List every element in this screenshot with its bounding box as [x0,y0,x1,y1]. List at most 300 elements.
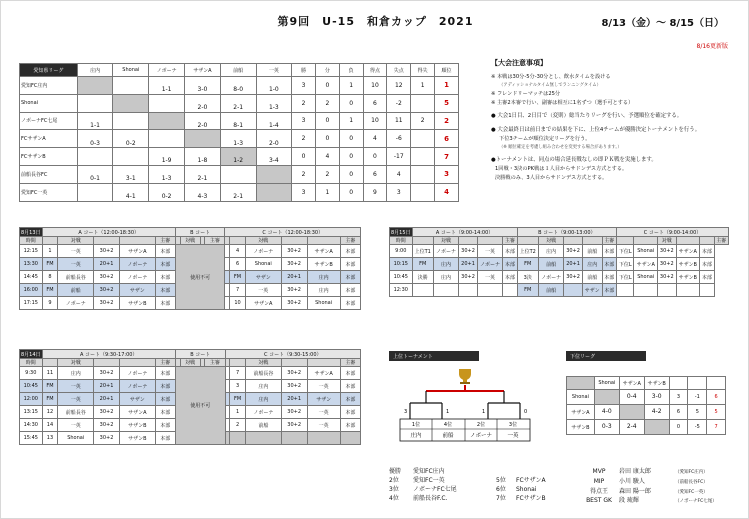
col-header: 主審 [205,237,225,245]
match-cell: 8 [42,271,58,284]
match-cell: 30+2 [281,284,307,297]
match-cell: 前船 [582,245,602,258]
stat-value: 4 [363,130,387,148]
match-cell: 30+2 [459,271,478,284]
match-cell: 一英 [307,380,340,393]
match-cell [459,284,478,297]
update-note: 8/16更新版 [696,43,728,50]
rank-label: 3位 [389,486,399,493]
col-header: 対戦 [58,237,94,245]
award-team: （愛知FC庄内） [675,470,708,475]
match-result: 3-1 [113,165,149,183]
stat-value: -17 [387,148,411,166]
col-header [120,237,156,245]
col-header [634,237,658,245]
note-line: 決勝戦のみ、3人目からサドンデス方式とする。 [495,175,608,181]
match-result [77,77,113,95]
schedule-row [390,271,729,284]
rank-team: 前船長谷F.C. [413,495,448,502]
schedule-row [20,367,361,380]
match-cell: 本部 [155,432,175,445]
bracket-score: 3 [404,409,408,415]
match-result: 0-3 [77,130,113,148]
rank-team: Shonai [516,486,537,493]
match-cell: 30+2 [94,367,120,380]
match-result: 2-4 [619,420,644,435]
match-cell: FM [42,380,58,393]
match-result: 2-0 [256,130,292,148]
match-cell: サザンA [245,297,281,310]
match-cell: サザン [120,284,156,297]
rank-label: 6位 [496,486,506,493]
award-player: 岩田 康太郎 [619,468,651,475]
match-cell: 一英 [58,245,94,258]
match-cell: FM [412,258,433,271]
match-result: 1-9 [149,148,185,166]
rank-value: 5 [435,94,459,112]
stat-value: 11 [387,112,411,130]
standings-row [20,183,459,201]
col-header: 対戦 [245,359,281,367]
match-result: 1-1 [77,112,113,130]
bracket-score: 0 [524,409,528,415]
lower-col [669,377,688,390]
lower-col: サザンB [644,377,669,390]
match-cell: 30+2 [658,271,677,284]
match-cell: 30+2 [281,258,307,271]
match-cell: ノボーナ [58,297,94,310]
stat-value [411,183,435,201]
match-cell: 13 [42,432,58,445]
col-header: 対戦 [180,237,200,245]
stat-value: 10 [363,77,387,95]
match-cell: 本部 [155,393,175,406]
match-cell: FM [517,284,538,297]
stat-value: 9 [363,183,387,201]
col-header [281,237,307,245]
stat-value: 2 [292,94,316,112]
col-stat: 負 [339,64,363,77]
col-header [582,237,602,245]
award-title: MIP [593,477,605,485]
match-cell: 11 [42,367,58,380]
match-cell: 一英 [58,380,94,393]
stat-value: -6 [387,130,411,148]
match-cell: 本部 [340,393,360,406]
match-cell: 本部 [503,271,517,284]
match-cell: 2 [230,419,246,432]
match-cell: 30+2 [281,406,307,419]
match-cell [307,432,340,445]
note-line: （※ 順位確定を考慮し組み合わせを変更する場合があります。） [499,144,622,150]
match-cell [564,284,583,297]
team-name: 前船長谷FC [20,165,78,183]
bracket-team: ノボーナ [469,433,493,439]
lower-row [567,390,726,405]
match-cell: 庄内 [58,367,94,380]
stat-value: 3 [292,77,316,95]
match-result [149,130,185,148]
match-cell: ノボーナ [120,258,156,271]
col-header [517,237,538,245]
match-cell: ノボーナ [433,245,458,258]
notes-heading: 【大会注意事項】 [491,59,547,67]
match-result: 2-0 [185,112,221,130]
match-cell: 9 [42,297,58,310]
stat-value: -5 [688,420,707,435]
standings-table [19,63,459,202]
stat-value: 2 [292,130,316,148]
match-cell: 一英 [307,419,340,432]
match-result: 4-3 [185,183,221,201]
match-cell: 本部 [155,245,175,258]
match-result: 0-1 [77,165,113,183]
bracket-team: 一英 [507,433,519,439]
match-result: 1-3 [256,94,292,112]
award-row [579,477,739,487]
match-cell: 一英 [477,245,502,258]
standings-corner: 愛知県リーグ [20,64,78,77]
match-cell: 14:30 [20,419,43,432]
col-team: ノボーナ [149,64,185,77]
page-title: 第9回 U-15 和倉カップ 2021 [277,15,474,28]
match-result: 2-0 [185,94,221,112]
match-result [256,183,292,201]
match-cell [477,284,502,297]
match-cell: FM [230,393,246,406]
stat-value: 6 [707,390,726,405]
match-result: 4-1 [113,183,149,201]
col-header: 時間 [390,237,413,245]
match-cell: サザンA [120,406,156,419]
col-header [94,359,120,367]
day-date: 8月13日 [21,229,41,236]
match-cell: 30+2 [94,284,120,297]
match-cell: 20+1 [281,271,307,284]
match-cell: 1 [42,245,58,258]
schedule-header [20,350,361,359]
col-header [564,237,583,245]
match-result [113,94,149,112]
match-cell: 20+1 [459,258,478,271]
stat-value [411,130,435,148]
match-cell [634,284,658,297]
match-cell: 本部 [700,258,714,271]
award-row [579,467,739,477]
match-cell: 12 [42,406,58,419]
col-header [477,237,502,245]
match-cell: 本部 [700,245,714,258]
match-cell: 前船 [538,258,563,271]
schedule-col-header [390,237,729,245]
match-cell: ノボーナ [120,380,156,393]
match-cell: 30+2 [94,245,120,258]
lower-col [707,377,726,390]
match-cell: 一英 [58,258,94,271]
stat-value: 6 [363,94,387,112]
col-header [230,359,246,367]
match-cell [676,284,700,297]
col-header [700,237,714,245]
bracket-node: 4位 [443,422,453,428]
court-a-title: A コート（9:30-17:00） [42,350,175,359]
standings-row [20,77,459,95]
match-cell: 30+2 [94,297,120,310]
match-cell: サザン [307,393,340,406]
standings-row [20,94,459,112]
match-cell: 本部 [602,245,616,258]
match-cell: 7 [230,284,246,297]
match-result: 1-0 [256,77,292,95]
match-cell: 13:15 [20,406,43,419]
match-cell: ノボーナ [538,271,563,284]
court-b-title: B コート（9:00-13:00） [517,228,616,237]
col-header [281,359,307,367]
col-header [94,237,120,245]
award-player: 段 琉輝 [619,497,639,505]
rank-label: 4位 [389,495,399,502]
rank-label: 5位 [496,477,506,484]
match-cell: 12:15 [20,245,43,258]
match-result [220,165,256,183]
stat-value: 2 [411,112,435,130]
match-cell: 30+2 [94,432,120,445]
award-team: （前船長谷FC） [675,479,708,485]
match-cell [433,284,458,297]
match-cell: FM [517,258,538,271]
stat-value: 10 [363,112,387,130]
match-cell: 30+2 [281,380,307,393]
court-closed: 使用不可 [175,367,225,445]
court-c-title: C コート（9:00-14:00） [617,228,729,237]
match-cell: サザン [582,284,602,297]
bracket-team: 庄内 [410,433,422,439]
match-cell: 20+1 [564,258,583,271]
col-header: 時間 [20,237,43,245]
match-cell [700,284,714,297]
match-cell: 30+2 [658,245,677,258]
stat-value: 2 [315,94,339,112]
schedule-day13 [19,227,361,310]
day-date: 8月14日 [21,351,41,358]
match-result: 0-4 [619,390,644,405]
match-cell: 15:45 [20,432,43,445]
col-header [307,237,340,245]
match-result [77,148,113,166]
stat-value: 1 [315,183,339,201]
match-cell: 本部 [155,367,175,380]
bracket-score: 1 [482,409,486,415]
match-cell: 上位T1 [412,245,433,258]
col-header: 主審 [155,359,175,367]
match-cell: 前船 [582,271,602,284]
match-cell: 庄内 [307,284,340,297]
match-result [77,183,113,201]
col-header: 対戦 [245,237,281,245]
match-result: 8-0 [220,77,256,95]
col-header [307,359,340,367]
rank-value: 1 [435,77,459,95]
match-cell: 17:15 [20,297,43,310]
lower-col: サザンA [619,377,644,390]
schedule-header [20,228,361,237]
stat-value [411,94,435,112]
award-title: 得点王 [589,487,608,495]
rank-row [389,494,459,503]
note-line: ● 大会最終日は前日までの結果を下に、上位4チームが優勝決定トーナメントを行う。 [491,126,701,133]
match-result: 1-2 [220,148,256,166]
match-cell: ノボーナ [477,258,502,271]
col-header: 時間 [20,359,43,367]
match-cell: 16:00 [20,284,43,297]
col-header [42,237,58,245]
schedule-header [390,228,729,237]
match-cell: 6 [230,258,246,271]
match-cell: 本部 [340,406,360,419]
col-header: 主審 [205,359,225,367]
match-cell: サザンA [120,245,156,258]
match-cell: 本部 [340,271,360,284]
col-team: 前船 [220,64,256,77]
schedule-row [390,258,729,271]
match-cell: 本部 [155,297,175,310]
col-header [42,359,58,367]
match-cell: 30+2 [94,419,120,432]
match-cell: サザンB [120,419,156,432]
col-stat: 順位 [435,64,459,77]
match-cell: サザン [120,393,156,406]
match-cell: 本部 [155,271,175,284]
match-cell: サザン [245,271,281,284]
awards [579,467,739,506]
match-result: 1-4 [256,112,292,130]
match-cell [245,432,281,445]
match-cell: 30+2 [459,245,478,258]
match-cell: 30+2 [658,258,677,271]
note-line: 1回戦・3決のPK戦は１人目からサドンデス方式とする。 [495,165,628,172]
col-header [120,359,156,367]
match-cell: ノボーナ [245,245,281,258]
team-name: ノボーナFC七尾 [20,112,78,130]
bracket-node: 1位 [411,422,421,428]
stat-value: 0 [339,165,363,183]
note-line: ● 大会1日目、2日目で（変則）総当たりリーグを行い、予選順位を確定する。 [491,113,683,120]
stat-value: 3 [292,183,316,201]
match-cell: 14 [42,419,58,432]
match-result [113,112,149,130]
final-ranks-lower [496,476,566,503]
match-cell: Shonai [307,297,340,310]
match-result: 2-1 [220,94,256,112]
match-cell: 30+2 [281,245,307,258]
match-cell: サザンA [307,367,340,380]
match-cell: ノボーナ [245,406,281,419]
court-b-title: B コート [175,350,225,359]
match-cell [281,432,307,445]
stat-value: 2 [315,165,339,183]
match-cell: 一英 [307,406,340,419]
match-cell: 30+2 [564,271,583,284]
match-cell: ノボーナ [120,271,156,284]
trophy-icon [459,369,471,384]
match-cell: 9:30 [20,367,43,380]
match-cell: 決勝 [412,271,433,284]
match-cell: FM [42,284,58,297]
match-cell: 一英 [245,284,281,297]
team-name: サザンA [567,405,595,420]
match-result [619,405,644,420]
stat-value: 1 [411,77,435,95]
col-header: 対戦 [58,359,94,367]
col-team: 庄内 [77,64,113,77]
col-header: 主審 [714,237,728,245]
match-cell: 前船長谷 [245,367,281,380]
match-cell: サザンB [120,297,156,310]
match-cell: 14:45 [20,271,43,284]
lower-row [567,420,726,435]
match-cell: 3 [230,380,246,393]
court-c-title: C コート（9:30-15:00） [225,350,360,359]
award-player: 森田 陽一郎 [619,487,651,495]
lower-col: Shonai [594,377,619,390]
lower-corner [567,377,595,390]
match-cell: 前船 [538,284,563,297]
match-cell: 12:00 [20,393,43,406]
rank-label: 優勝 [389,468,402,475]
match-cell: 本部 [602,271,616,284]
match-result: 0-2 [149,183,185,201]
match-result: 1-1 [149,77,185,95]
stat-value: 3 [292,112,316,130]
note-line: ※ 本戦は30分-5分-30分とし、飲水タイムを設ける [491,74,611,81]
team-name: 愛知FC庄内 [20,77,78,95]
match-result [644,420,669,435]
match-cell: 1 [230,406,246,419]
match-cell: 20+1 [94,380,120,393]
match-cell: 庄内 [582,258,602,271]
col-stat: 得失 [411,64,435,77]
col-team: 一英 [256,64,292,77]
rank-row [496,494,566,503]
col-stat: 勝 [292,64,316,77]
rank-team: ノボーナFC七尾 [413,486,457,493]
note-line: ※ 主審2本審で行い、副審は相互に1名ずつ（選手可とする） [491,100,634,107]
col-header [676,237,700,245]
match-cell: 前船 [245,419,281,432]
match-cell: Shonai [58,432,94,445]
award-title: MVP [592,468,606,475]
col-header [412,237,433,245]
match-cell: サザンA [634,258,658,271]
match-cell: 10:15 [390,258,413,271]
match-result [185,130,221,148]
match-cell: サザンA [676,245,700,258]
col-header [230,237,246,245]
final-ranks [389,467,459,503]
stat-value: 3 [669,390,688,405]
match-result: 2-1 [185,165,221,183]
match-cell: 30+2 [281,419,307,432]
bracket-node: 3位 [508,422,518,428]
stat-value: 4 [387,165,411,183]
match-cell: 本部 [340,367,360,380]
lower-league-table [566,376,726,435]
match-cell: 本部 [602,284,616,297]
rank-team: 愛知FC庄内 [413,468,445,475]
match-result: 2-1 [220,183,256,201]
match-cell: 前船 [58,284,94,297]
team-name: 愛知FC一英 [20,183,78,201]
